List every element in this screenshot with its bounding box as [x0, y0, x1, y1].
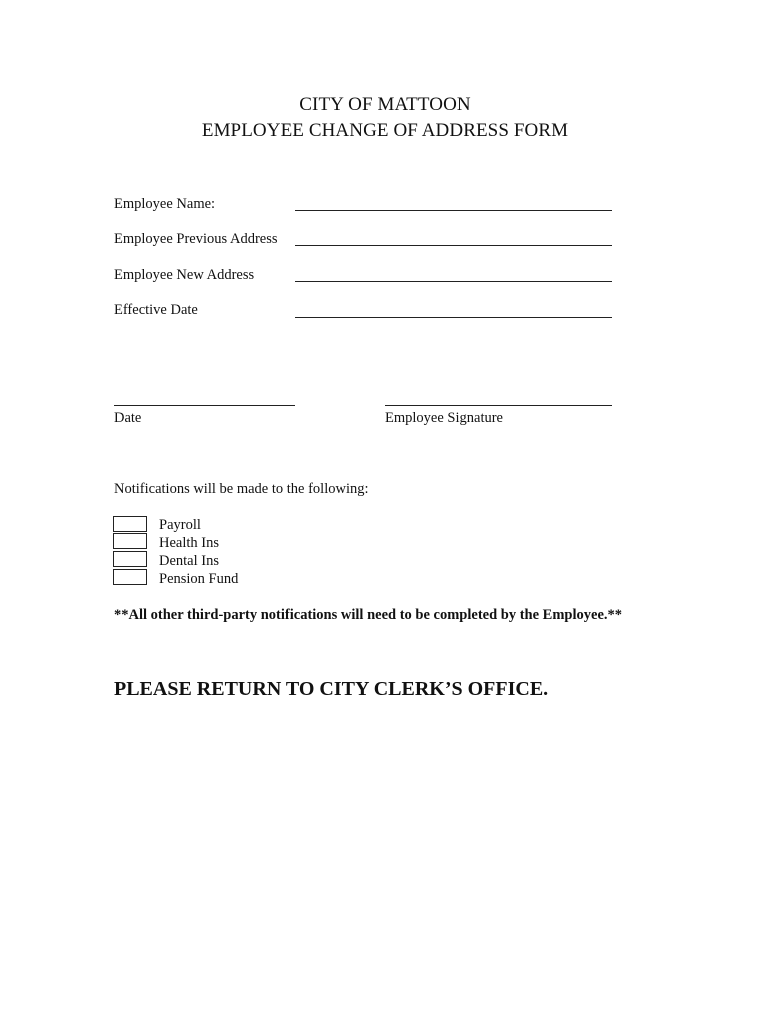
previous-address-label: Employee Previous Address — [114, 231, 278, 247]
notifications-intro: Notifications will be made to the following: — [114, 481, 369, 497]
new-address-field[interactable] — [295, 281, 612, 282]
dental-ins-label: Dental Ins — [159, 553, 219, 569]
pension-fund-checkbox[interactable] — [113, 569, 147, 585]
employee-signature-field[interactable] — [385, 405, 612, 406]
payroll-checkbox[interactable] — [113, 516, 147, 532]
date-signature-field[interactable] — [114, 405, 295, 406]
new-address-label: Employee New Address — [114, 267, 255, 283]
employee-name-label: Employee Name: — [114, 196, 216, 212]
employee-name-field[interactable] — [295, 210, 612, 211]
dental-ins-checkbox[interactable] — [113, 551, 147, 567]
pension-fund-label: Pension Fund — [159, 571, 239, 587]
effective-date-field[interactable] — [295, 317, 612, 318]
previous-address-field[interactable] — [295, 245, 612, 246]
health-ins-label: Health Ins — [159, 535, 219, 551]
return-instruction: PLEASE RETURN TO CITY CLERK’S OFFICE. — [114, 678, 549, 700]
form-title-city: CITY OF MATTOON — [299, 94, 471, 115]
payroll-label: Payroll — [159, 517, 201, 533]
employee-signature-label: Employee Signature — [385, 410, 503, 426]
third-party-note: **All other third-party notifications will need to be completed by the Employee.** — [114, 607, 623, 623]
date-signature-label: Date — [114, 410, 142, 426]
health-ins-checkbox[interactable] — [113, 533, 147, 549]
form-title: EMPLOYEE CHANGE OF ADDRESS FORM — [201, 120, 569, 141]
effective-date-label: Effective Date — [114, 302, 198, 318]
